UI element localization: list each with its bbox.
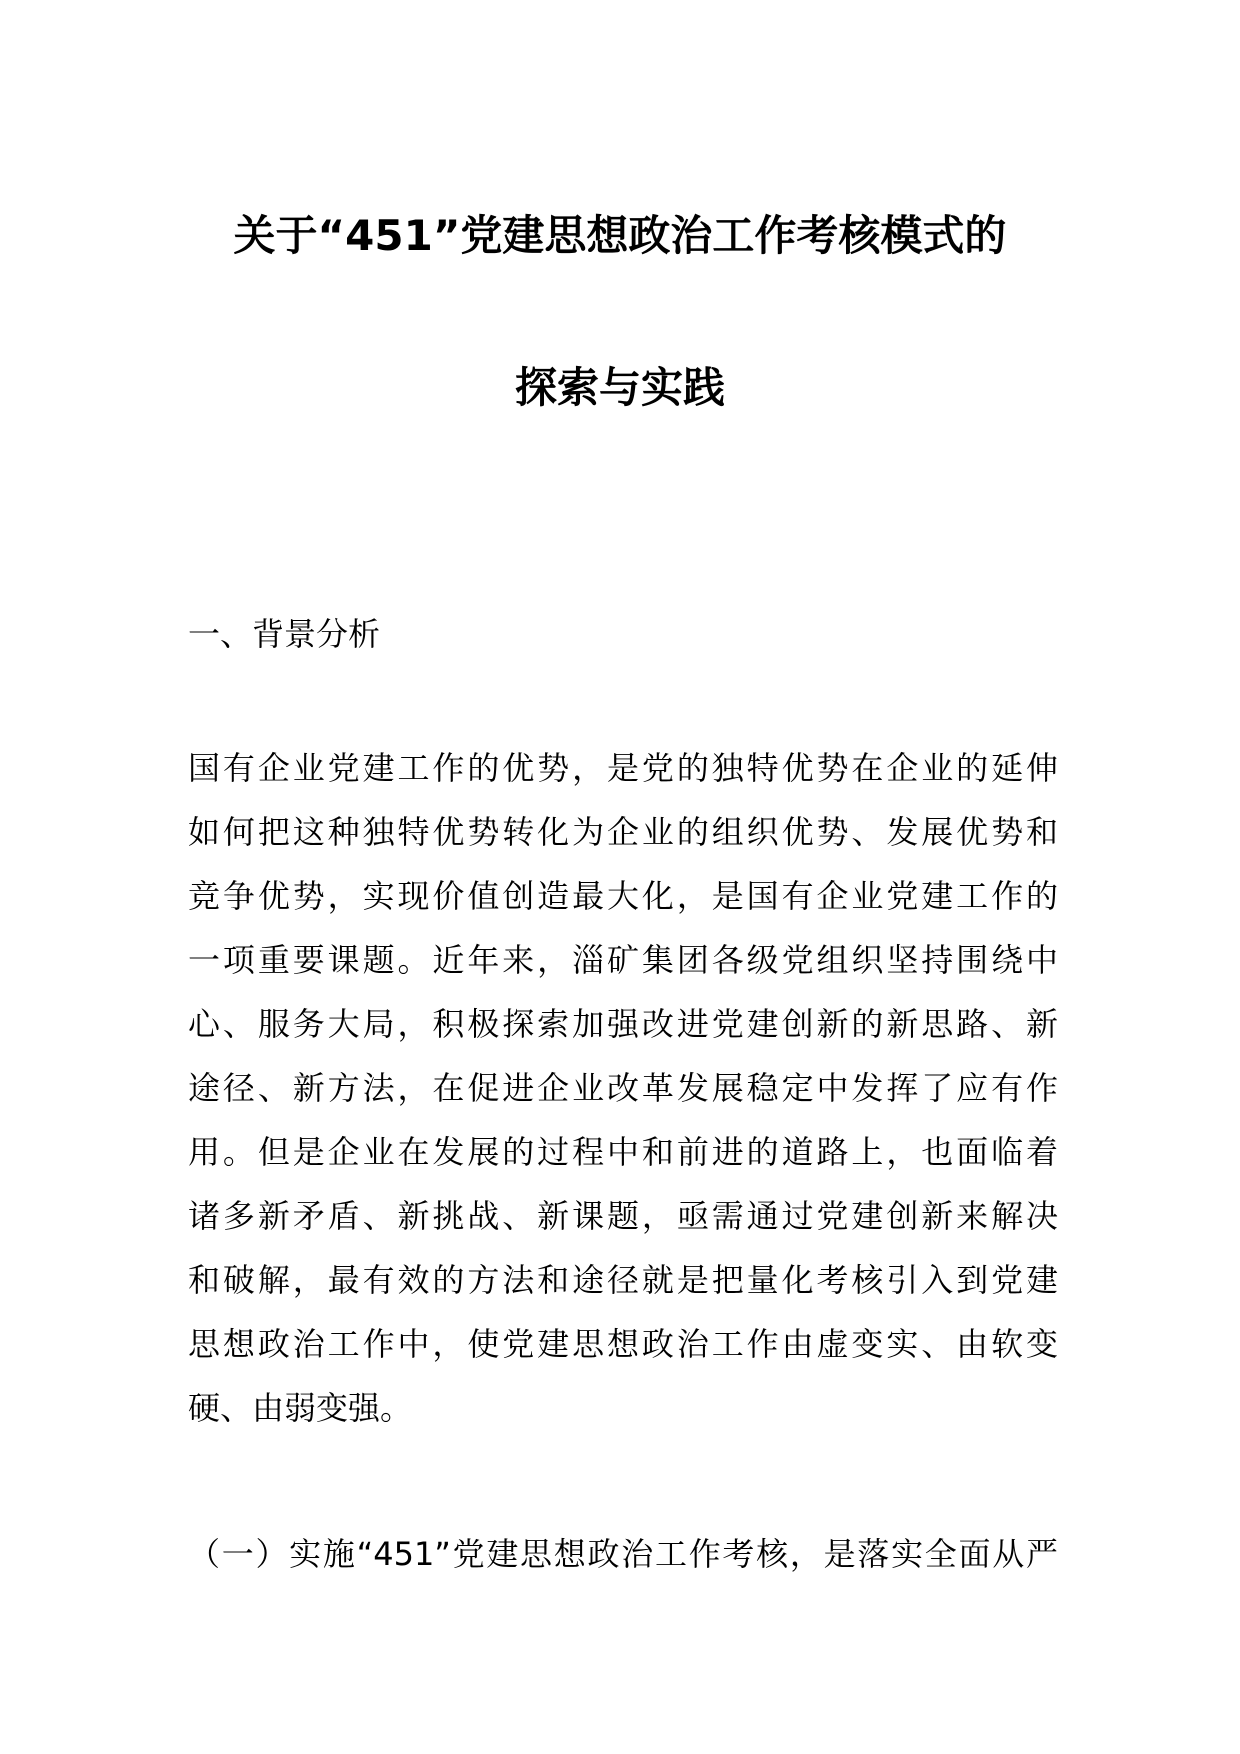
paragraph-line: 国有企业党建工作的优势，是党的独特优势在企业的延伸 [188, 749, 1058, 787]
paragraph-line: 思想政治工作中，使党建思想政治工作由虚变实、由软变 [188, 1325, 1058, 1363]
paragraph-line: 硬、由弱变强。 [188, 1389, 413, 1427]
document-title-line-2: 探索与实践 [514, 363, 725, 412]
paragraph-line: 途径、新方法，在促进企业改革发展稳定中发挥了应有作 [188, 1069, 1058, 1107]
paragraph-line: 心、服务大局，积极探索加强改进党建创新的新思路、新 [188, 1005, 1058, 1043]
document-title-line-1: 关于“451”党建思想政治工作考核模式的 [233, 211, 1007, 260]
sub-heading: （一）实施“451”党建思想政治工作考核，是落实全面从严 [188, 1535, 1058, 1573]
paragraph-line: 诸多新矛盾、新挑战、新课题，亟需通过党建创新来解决 [188, 1197, 1058, 1235]
paragraph-line: 如何把这种独特优势转化为企业的组织优势、发展优势和 [188, 813, 1058, 851]
body-paragraph [188, 746, 1058, 1450]
section-heading: 一、背景分析 [188, 615, 381, 653]
paragraph-line: 用。但是企业在发展的过程中和前进的道路上，也面临着 [188, 1133, 1058, 1171]
paragraph-line: 和破解，最有效的方法和途径就是把量化考核引入到党建 [188, 1261, 1058, 1299]
paragraph-line: 竞争优势，实现价值创造最大化，是国有企业党建工作的 [188, 877, 1058, 915]
paragraph-line: 一项重要课题。近年来，淄矿集团各级党组织坚持围绕中 [188, 941, 1058, 979]
